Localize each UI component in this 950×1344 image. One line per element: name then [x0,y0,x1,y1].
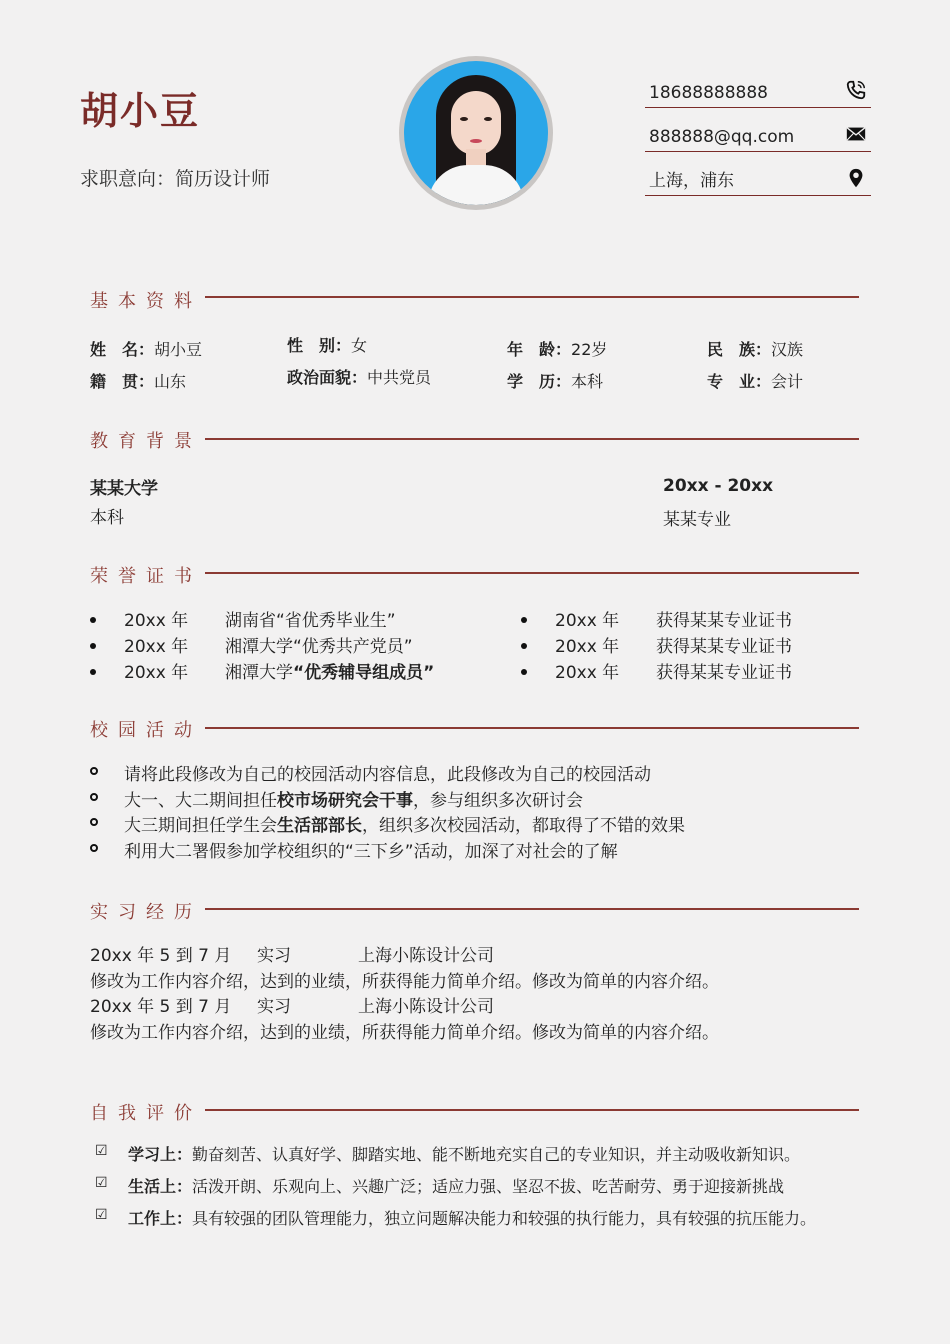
basic-major [707,369,803,392]
self-eval-text: 活泼开朗、乐观向上、兴趣广泛；适应力强、坚忍不拔、吃苦耐劳、勇于迎接新挑战 [192,1177,785,1196]
mail-icon [845,123,867,145]
internship-description: 修改为工作内容介绍，达到的业绩，所获得能力简单介绍。修改为简单的内容介绍。 [90,972,719,992]
email-address: 888888@qq.com [649,127,795,147]
honor-year: 20xx 年 [555,611,620,631]
section-title-internship: 实习经历 [90,902,202,923]
section-divider [205,572,859,574]
campus-text: 大一、大二期间担任 [124,791,277,811]
label: 籍 贯： [90,372,155,391]
self-eval-text: 具有较强的团队管理能力，独立问题解决能力和较强的执行能力，具有较强的抗压能力。 [192,1209,817,1228]
checkbox-icon: ☑ [95,1175,108,1191]
honor-text-plain: 湖南省“省优秀毕业生” [225,611,396,631]
value: 本科 [571,372,604,391]
bullet [90,818,98,826]
campus-text-bold: 校市场研究会干事 [277,791,413,811]
campus-item [124,760,651,785]
section-divider [205,1109,859,1111]
honor-year: 20xx 年 [555,637,620,657]
campus-item [124,837,618,862]
section-title-education: 教育背景 [90,431,202,452]
campus-text-bold: 生活部部长 [277,816,362,836]
job-intent: 求职意向：简历设计师 [80,168,271,190]
internship-date: 20xx 年 5 到 7 月 [90,946,232,966]
internship-role: 实习 [257,946,291,966]
profile-photo [399,56,553,210]
campus-item [124,811,685,836]
bullet [521,669,527,675]
campus-text: ，组织多次校园活动，都取得了不错的效果 [362,816,685,836]
self-eval-text: 勤奋刻苦、认真好学、脚踏实地、能不断地充实自己的专业知识，并主动吸收新知识。 [192,1145,801,1164]
honor-year: 20xx 年 [124,637,189,657]
section-title-basic: 基本资料 [90,291,202,312]
section-divider [205,908,859,910]
honor-text [225,632,413,657]
basic-gender [287,333,367,356]
address: 上海，浦东 [649,171,734,191]
bullet [521,617,527,623]
value: 女 [351,336,368,355]
value: 汉族 [771,340,804,359]
value: 山东 [154,372,187,391]
contact-address-row [645,158,871,196]
bullet [90,669,96,675]
campus-text: 利用大二署假参加学校组织的“三下乡”活动，加深了对社会的了解 [124,842,618,862]
self-eval-label: 生活上： [128,1177,193,1196]
honor-year: 20xx 年 [124,611,189,631]
self-eval-label: 学习上： [128,1145,193,1164]
location-pin-icon [845,167,867,189]
self-eval-label: 工作上： [128,1209,193,1228]
honor-text: 获得某某专业证书 [656,637,792,657]
section-title-self: 自我评价 [90,1103,202,1124]
section-title-honors: 荣誉证书 [90,566,202,587]
section-divider [205,727,859,729]
value: 中共党员 [367,368,432,387]
internship-company: 上海小陈设计公司 [358,997,494,1017]
label: 政治面貌： [287,368,368,387]
basic-ethnic [707,337,803,360]
phone-number: 18688888888 [649,83,768,103]
basic-age [507,337,607,360]
basic-origin [90,369,186,392]
basic-name [90,337,202,360]
campus-text: ，参与组织多次研讨会 [413,791,583,811]
school-name: 某某大学 [90,479,158,499]
contact-email-row [645,114,871,152]
basic-degree [507,369,603,392]
education-major: 某某专业 [663,510,731,530]
campus-item [124,786,583,811]
section-title-campus: 校园活动 [90,720,202,741]
basic-political [287,365,431,388]
bullet [90,793,98,801]
education-level: 本科 [90,508,124,528]
bullet [90,767,98,775]
label: 年 龄： [507,340,572,359]
internship-description: 修改为工作内容介绍，达到的业绩，所获得能力简单介绍。修改为简单的内容介绍。 [90,1023,719,1043]
section-divider [205,296,859,298]
internship-role: 实习 [257,997,291,1017]
label: 学 历： [507,372,572,391]
self-eval-item [128,1142,800,1165]
bullet [90,617,96,623]
phone-icon [845,79,867,101]
bullet [90,844,98,852]
internship-date: 20xx 年 5 到 7 月 [90,997,232,1017]
honor-year: 20xx 年 [555,663,620,683]
education-period: 20xx - 20xx [663,476,774,496]
value: 22岁 [571,340,608,359]
value: 胡小豆 [154,340,203,359]
label: 民 族： [707,340,772,359]
honor-text [225,606,396,631]
honor-text-plain: 湘潭大学“优秀共产党员” [225,637,413,657]
self-eval-item [128,1174,784,1197]
internship-company: 上海小陈设计公司 [358,946,494,966]
honor-text: 获得某某专业证书 [656,663,792,683]
bullet [90,643,96,649]
label: 姓 名： [90,340,155,359]
honor-year: 20xx 年 [124,663,189,683]
candidate-name: 胡小豆 [80,89,201,133]
section-divider [205,438,859,440]
honor-text-plain: 湘潭大学 [225,663,293,683]
value: 会计 [771,372,804,391]
checkbox-icon: ☑ [95,1143,108,1159]
label: 性 别： [287,336,352,355]
self-eval-item [128,1206,816,1229]
checkbox-icon: ☑ [95,1207,108,1223]
honor-text-bold: “优秀辅导组成员” [293,663,435,683]
bullet [521,643,527,649]
honor-text [225,658,434,683]
contact-phone-row [645,70,871,108]
honor-text: 获得某某专业证书 [656,611,792,631]
campus-text: 请将此段修改为自己的校园活动内容信息，此段修改为自己的校园活动 [124,765,651,785]
label: 专 业： [707,372,772,391]
campus-text: 大三期间担任学生会 [124,816,277,836]
